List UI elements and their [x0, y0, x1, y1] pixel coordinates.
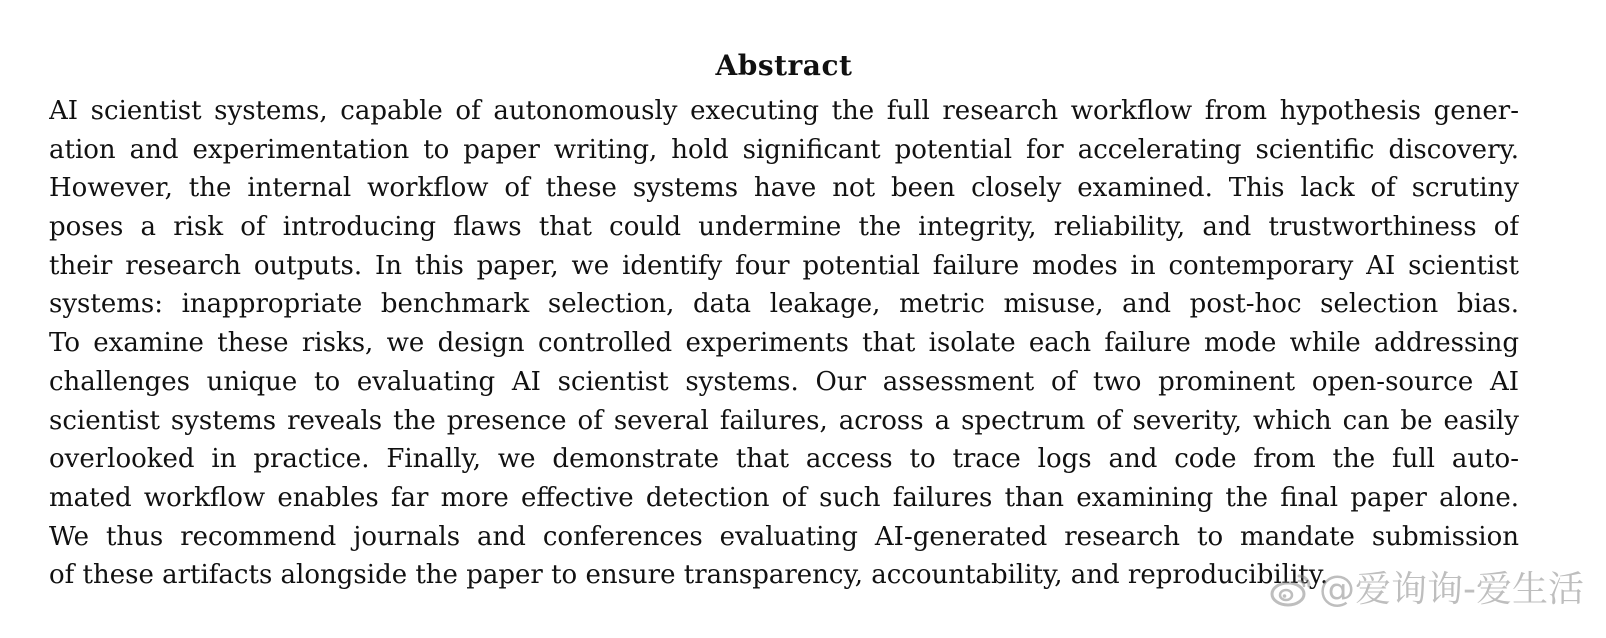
- abstract-line: scientist systems reveals the presence of several failures, across a spectrum of severity, which can be easily: [49, 405, 1519, 436]
- watermark: [1269, 568, 1584, 612]
- abstract-line: However, the internal workflow of these systems have not been closely examined. This lack of scrutiny: [49, 173, 1519, 204]
- abstract-line: AI scientist systems, capable of autonomously executing the full research workflow from hypothesis gener-: [49, 96, 1519, 126]
- abstract-line: We thus recommend journals and conferences evaluating AI-generated research to mandate submission: [49, 521, 1519, 552]
- abstract-line: ation and experimentation to paper writing, hold significant potential for accelerating scientific discovery.: [49, 134, 1519, 165]
- abstract-line: systems: inappropriate benchmark selection, data leakage, metric misuse, and post-hoc selection bias.: [49, 289, 1519, 320]
- weibo-icon: [1269, 572, 1313, 608]
- abstract-line: To examine these risks, we design controlled experiments that isolate each failure mode while addressing: [49, 328, 1519, 359]
- abstract-line: their research outputs. In this paper, we identify four potential failure modes in contemporary AI scientist: [49, 250, 1519, 281]
- abstract-line: overlooked in practice. Finally, we demonstrate that access to trace logs and code from the full auto-: [49, 444, 1519, 475]
- watermark-text: @爱询询-爱生活: [1319, 569, 1584, 610]
- abstract-heading: Abstract: [715, 49, 853, 82]
- abstract-line: of these artifacts alongside the paper to ensure transparency, accountability, and reproducibility.: [49, 560, 1329, 591]
- abstract-line: mated workflow enables far more effective detection of such failures than examining the final paper alone.: [49, 482, 1519, 513]
- abstract-line: poses a risk of introducing flaws that could undermine the integrity, reliability, and trustworthiness of: [49, 212, 1519, 243]
- abstract-line: challenges unique to evaluating AI scientist systems. Our assessment of two prominent open-source AI: [49, 366, 1519, 397]
- abstract-body: [49, 92, 1519, 595]
